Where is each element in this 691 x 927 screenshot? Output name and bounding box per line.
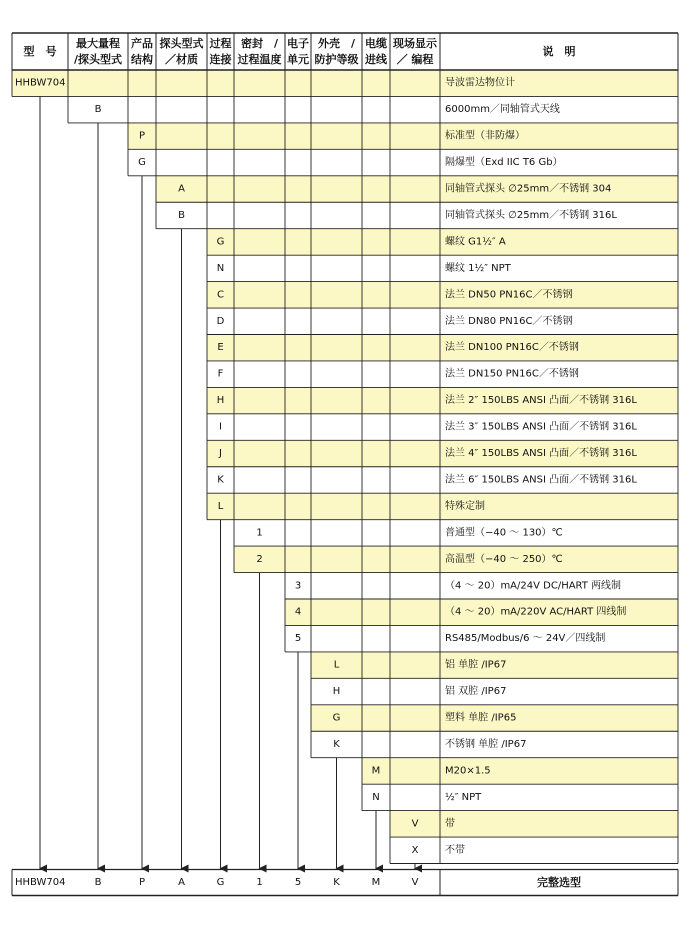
column-header: 电缆 <box>365 37 387 50</box>
footer-code: B <box>94 877 102 888</box>
option-description: 螺纹 G1½″ A <box>445 236 506 248</box>
option-description: 普通型（−40 ～ 130）℃ <box>445 527 563 539</box>
option-description: （4 ～ 20）mA/220V AC/HART 四线制 <box>445 606 627 618</box>
option-code: L <box>217 500 224 512</box>
option-description: 同轴管式探头 ∅25mm／不锈钢 304 <box>445 183 612 195</box>
option-description: ½″ NPT <box>445 791 482 803</box>
option-code: G <box>138 157 146 169</box>
column-header: 现场显示 <box>393 37 437 50</box>
option-description: 法兰 6″ 150LBS ANSI 凸面／不锈钢 316L <box>445 474 637 486</box>
column-header: 电子 <box>287 37 309 50</box>
column-header: 连接 <box>209 53 232 66</box>
option-description: 带 <box>445 818 455 830</box>
option-code: E <box>217 342 224 354</box>
option-description: 法兰 DN80 PN16C／不锈钢 <box>445 315 573 327</box>
column-header: 进线 <box>365 53 387 66</box>
option-description: 不锈钢 单腔 /IP67 <box>445 738 527 750</box>
option-description: 导波雷达物位计 <box>445 77 515 89</box>
column-header: 最大量程 <box>76 37 120 50</box>
option-code: G <box>216 236 225 248</box>
footer-label: 完整选型 <box>537 876 581 889</box>
column-header: 过程 <box>209 37 232 50</box>
option-code: B <box>178 209 185 221</box>
footer-code: A <box>178 877 185 888</box>
row-shade <box>207 493 678 519</box>
option-code: 1 <box>256 527 263 539</box>
column-header: 说 明 <box>542 45 576 58</box>
option-code: C <box>217 289 224 301</box>
column-header: 密封 / <box>240 37 279 50</box>
column-header: ／材质 <box>165 53 198 66</box>
option-code: 4 <box>294 606 302 618</box>
option-code: M <box>371 765 381 777</box>
option-code: A <box>178 183 185 195</box>
option-code: 2 <box>256 553 263 565</box>
column-header: 防护等级 <box>314 53 359 66</box>
row-shade <box>128 123 678 149</box>
option-description: （4 ～ 20）mA/24V DC/HART 两线制 <box>445 580 622 592</box>
footer-code: HHBW704 <box>15 877 66 888</box>
row-shade <box>207 282 678 308</box>
option-description: M20×1.5 <box>445 765 491 777</box>
option-description: 法兰 2″ 150LBS ANSI 凸面／不锈钢 316L <box>445 395 637 407</box>
option-code: J <box>219 448 222 460</box>
option-code: B <box>94 104 102 116</box>
column-header: 探头型式 <box>159 37 204 50</box>
option-description: 法兰 DN50 PN16C／不锈钢 <box>445 289 573 301</box>
option-code: HHBW704 <box>15 77 66 89</box>
option-code: K <box>333 738 340 750</box>
option-description: 法兰 DN100 PN16C／不锈钢 <box>445 342 579 354</box>
row-shade <box>362 758 678 784</box>
row-shade <box>12 70 678 96</box>
option-code: N <box>216 262 225 274</box>
option-description: 铝 双腔 /IP67 <box>445 686 507 698</box>
option-description: 标准型（非防爆） <box>445 130 525 142</box>
column-header: 结构 <box>131 53 153 66</box>
option-code: L <box>333 659 340 671</box>
option-code: H <box>332 686 341 698</box>
option-code: N <box>372 791 380 803</box>
option-code: H <box>216 395 225 407</box>
option-description: 6000mm／同轴管式天线 <box>445 104 560 116</box>
column-header: 过程温度 <box>237 53 282 66</box>
option-code: V <box>411 818 419 830</box>
option-code: P <box>138 130 146 142</box>
column-header: ／ 编程 <box>396 53 434 66</box>
option-code: F <box>217 368 224 380</box>
option-description: 法兰 3″ 150LBS ANSI 凸面／不锈钢 316L <box>445 421 637 433</box>
option-code: X <box>411 844 419 856</box>
column-header: 型 号 <box>23 45 57 58</box>
footer-code: 5 <box>294 877 302 888</box>
row-shade <box>390 811 678 837</box>
footer-code: V <box>411 877 419 888</box>
option-description: 塑料 单腔 /IP65 <box>445 712 517 724</box>
option-description: 不带 <box>445 844 465 856</box>
option-description: 同轴管式探头 ∅25mm／不锈钢 316L <box>445 209 617 221</box>
column-header: 外壳 / <box>317 37 356 50</box>
option-description: 螺纹 1½″ NPT <box>445 262 511 274</box>
footer-code: M <box>371 877 381 888</box>
column-header: /探头型式 <box>73 53 123 66</box>
option-code: 5 <box>294 633 302 645</box>
option-description: 法兰 4″ 150LBS ANSI 凸面／不锈钢 316L <box>445 448 637 460</box>
option-description: 隔爆型（Exd IIC T6 Gb） <box>445 157 563 169</box>
option-description: 特殊定制 <box>445 500 485 512</box>
footer-code: P <box>138 877 146 888</box>
row-shade <box>207 229 678 255</box>
column-header: 单元 <box>287 53 309 66</box>
option-description: 铝 单腔 /IP67 <box>445 659 507 671</box>
row-shade <box>207 335 678 361</box>
footer-code: G <box>216 877 225 888</box>
option-code: 3 <box>294 580 302 592</box>
option-description: 高温型（−40 ～ 250）℃ <box>445 553 563 565</box>
option-description: 法兰 DN150 PN16C／不锈钢 <box>445 368 579 380</box>
footer-code: 1 <box>256 877 263 888</box>
option-code: I <box>219 421 222 433</box>
option-description: RS485/Modbus/6 ～ 24V／四线制 <box>445 633 606 645</box>
option-code: G <box>332 712 341 724</box>
option-code: K <box>217 474 224 486</box>
footer-code: K <box>333 877 340 888</box>
option-code: D <box>216 315 225 327</box>
column-header: 产品 <box>131 37 153 50</box>
